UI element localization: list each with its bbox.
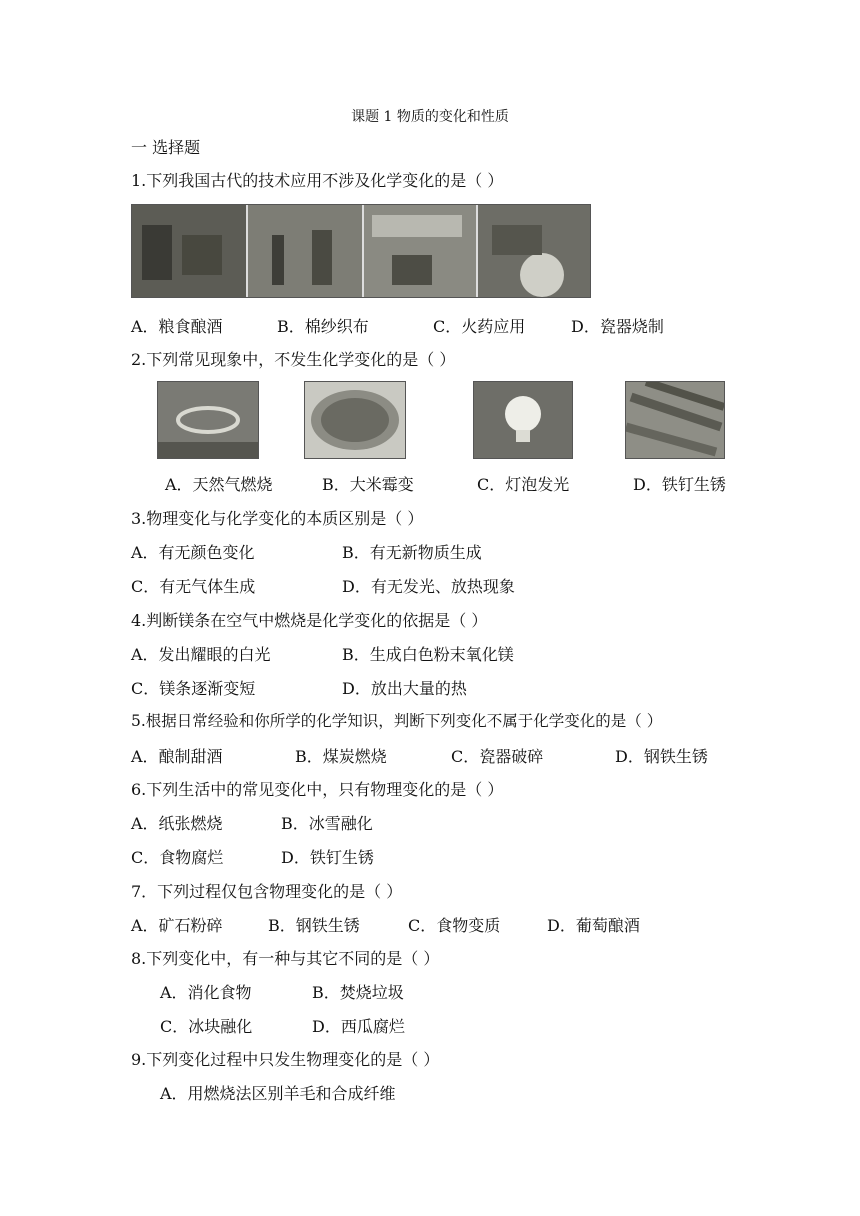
question-1-option-b: B．棉纱织布: [277, 317, 369, 336]
question-1-image-strip: [131, 204, 591, 298]
question-5-stem: 5.根据日常经验和你所学的化学知识，判断下列变化不属于化学变化的是（ ）: [131, 712, 663, 730]
light-bulb-image: [473, 381, 573, 459]
question-2-option-a: A．天然气燃烧: [165, 475, 273, 494]
gas-flame-image: [157, 381, 259, 459]
question-4-option-c: C．镁条逐渐变短: [131, 679, 256, 698]
question-7-stem: 7．下列过程仅包含物理变化的是（ ）: [131, 882, 403, 901]
question-8-stem: 8.下列变化中，有一种与其它不同的是（ ）: [131, 949, 440, 968]
question-1-option-c: C．火药应用: [433, 317, 526, 336]
question-3-stem: 3.物理变化与化学变化的本质区别是（ ）: [131, 509, 424, 528]
question-8-option-a: A．消化食物: [160, 983, 252, 1002]
question-7-option-b: B．钢铁生锈: [268, 916, 360, 935]
document-title: 课题 1 物质的变化和性质: [351, 109, 509, 125]
question-4-option-a: A．发出耀眼的白光: [131, 645, 271, 664]
moldy-rice-image: [304, 381, 406, 459]
question-6-option-b: B．冰雪融化: [281, 814, 373, 833]
question-3-option-c: C．有无气体生成: [131, 577, 256, 596]
question-8-option-c: C．冰块融化: [160, 1017, 253, 1036]
question-8-option-b: B．焚烧垃圾: [312, 983, 404, 1002]
question-7-option-c: C．食物变质: [408, 916, 501, 935]
question-8-option-d: D．西瓜腐烂: [312, 1017, 405, 1036]
question-9-option-a: A．用燃烧法区别羊毛和合成纤维: [160, 1084, 396, 1103]
question-5-option-a: A．酿制甜酒: [131, 747, 223, 766]
rusty-nails-image: [625, 381, 725, 459]
question-3-option-b: B．有无新物质生成: [342, 543, 482, 562]
question-2-stem: 2.下列常见现象中，不发生化学变化的是（ ）: [131, 350, 456, 369]
question-1-option-a: A．粮食酿酒: [131, 317, 223, 336]
question-6-option-a: A．纸张燃烧: [131, 814, 223, 833]
question-4-option-b: B．生成白色粉末氧化镁: [342, 645, 514, 664]
question-6-option-d: D．铁钉生锈: [281, 848, 374, 867]
question-5-option-b: B．煤炭燃烧: [295, 747, 387, 766]
question-5-option-c: C．瓷器破碎: [451, 747, 544, 766]
question-2-option-b: B．大米霉变: [322, 475, 414, 494]
question-6-stem: 6.下列生活中的常见变化中，只有物理变化的是（ ）: [131, 780, 504, 799]
question-4-stem: 4.判断镁条在空气中燃烧是化学变化的依据是（ ）: [131, 611, 488, 630]
question-3-option-d: D．有无发光、放热现象: [342, 577, 515, 596]
question-2-option-d: D．铁钉生锈: [633, 475, 726, 494]
question-5-option-d: D．钢铁生锈: [615, 747, 708, 766]
question-2-option-c: C．灯泡发光: [477, 475, 570, 494]
question-7-option-d: D．葡萄酿酒: [547, 916, 640, 935]
question-1-option-d: D．瓷器烧制: [571, 317, 664, 336]
question-6-option-c: C．食物腐烂: [131, 848, 224, 867]
section-heading: 一 选择题: [131, 138, 201, 157]
question-1-stem: 1.下列我国古代的技术应用不涉及化学变化的是（ ）: [131, 171, 504, 190]
question-3-option-a: A．有无颜色变化: [131, 543, 255, 562]
question-9-stem: 9.下列变化过程中只发生物理变化的是（ ）: [131, 1050, 440, 1069]
question-7-option-a: A．矿石粉碎: [131, 916, 223, 935]
question-4-option-d: D．放出大量的热: [342, 679, 467, 698]
